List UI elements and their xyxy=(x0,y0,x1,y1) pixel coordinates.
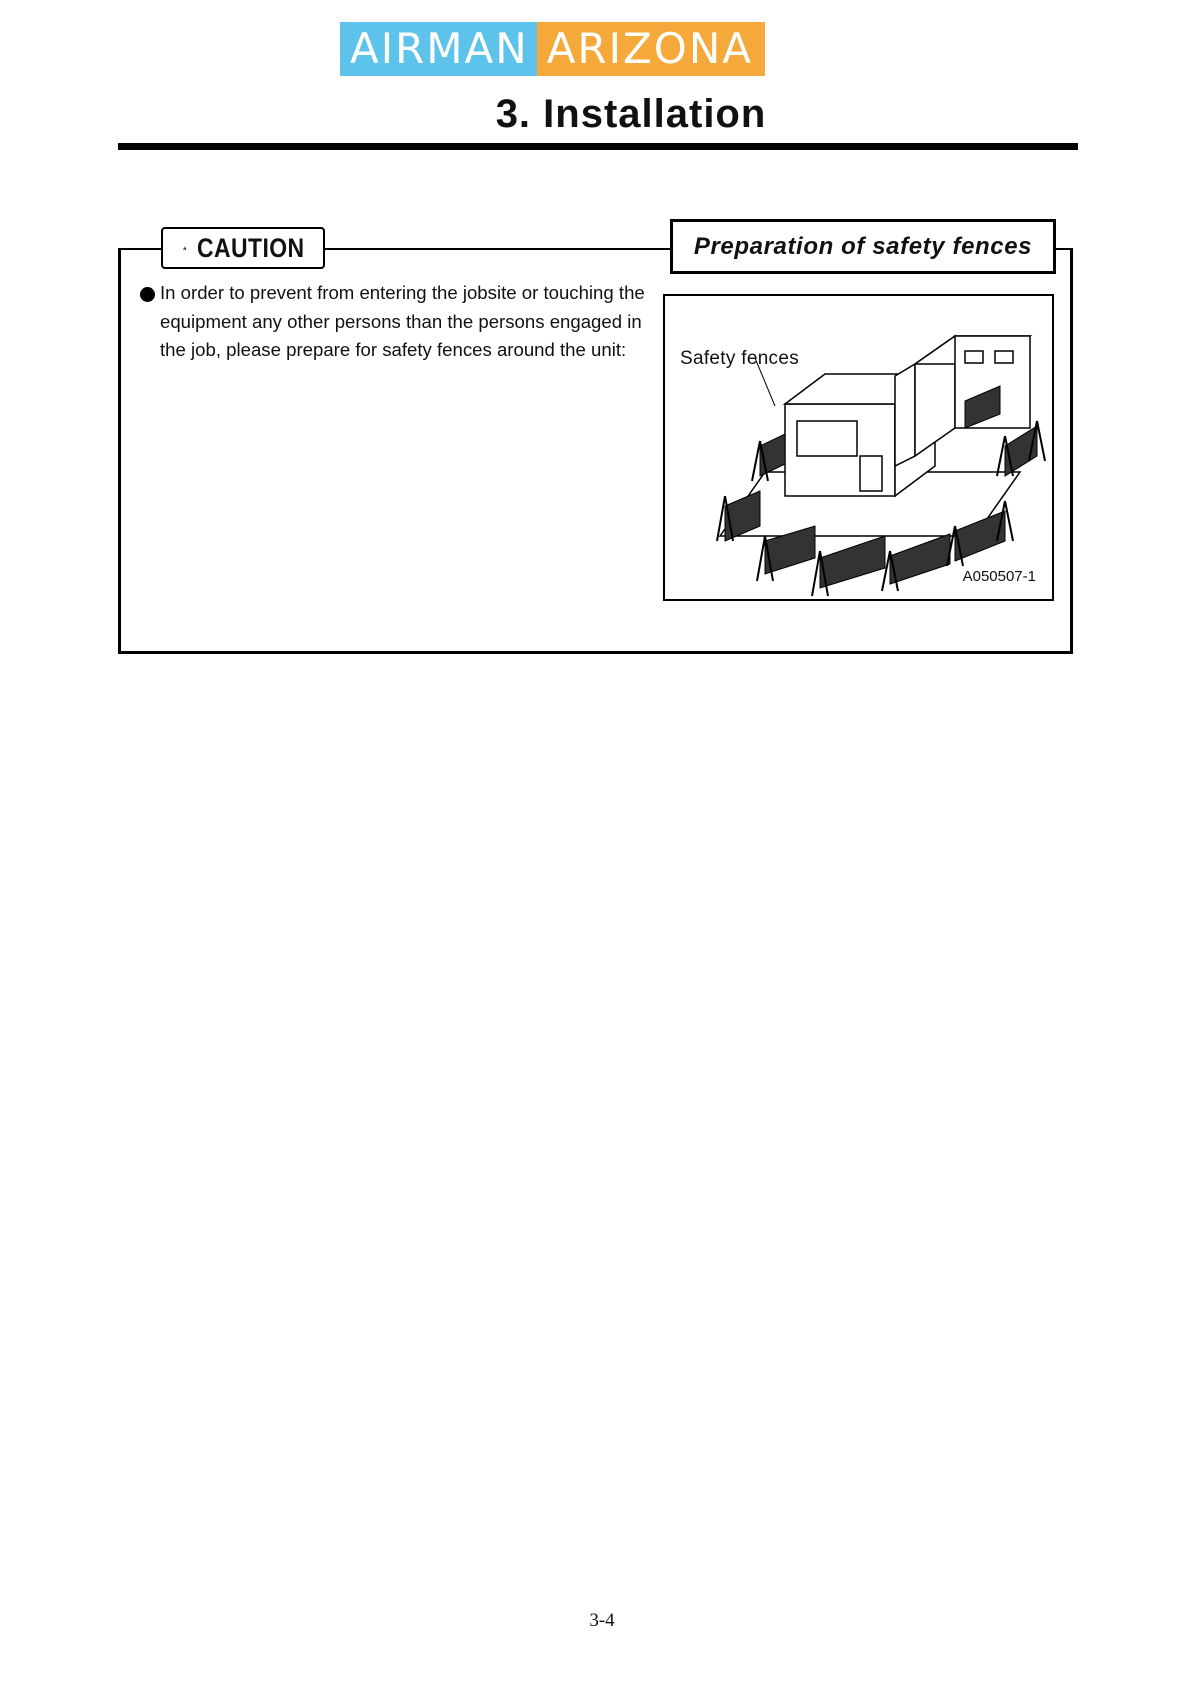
caution-label: CAUTION xyxy=(196,232,305,263)
page-title: 3. Installation xyxy=(495,92,767,136)
bullet-icon xyxy=(140,287,155,302)
figure-code: A050507-1 xyxy=(962,568,1036,585)
logo-airman: AIRMAN xyxy=(340,22,537,76)
brand-logo xyxy=(340,22,765,76)
figure-box xyxy=(663,294,1054,601)
frame-top-segment xyxy=(118,248,161,250)
warning-triangle-icon xyxy=(183,235,187,261)
figure-label: Safety fences xyxy=(680,348,800,369)
title-rule xyxy=(118,143,1078,150)
page-number: 3-4 xyxy=(589,1610,615,1631)
frame-top-segment xyxy=(1056,248,1073,250)
frame-top-segment xyxy=(325,248,670,250)
caution-badge xyxy=(161,227,325,269)
generator-fence-illustration xyxy=(665,296,1056,603)
logo-arizona: ARIZONA xyxy=(537,22,765,76)
section-title-box xyxy=(670,219,1056,274)
caution-text: In order to prevent from entering the jobsite or touching the equipment any other persons than the persons engaged in the job, please prepare for safety fences around the unit: xyxy=(160,282,645,360)
section-title: Preparation of safety fences xyxy=(693,232,1033,260)
